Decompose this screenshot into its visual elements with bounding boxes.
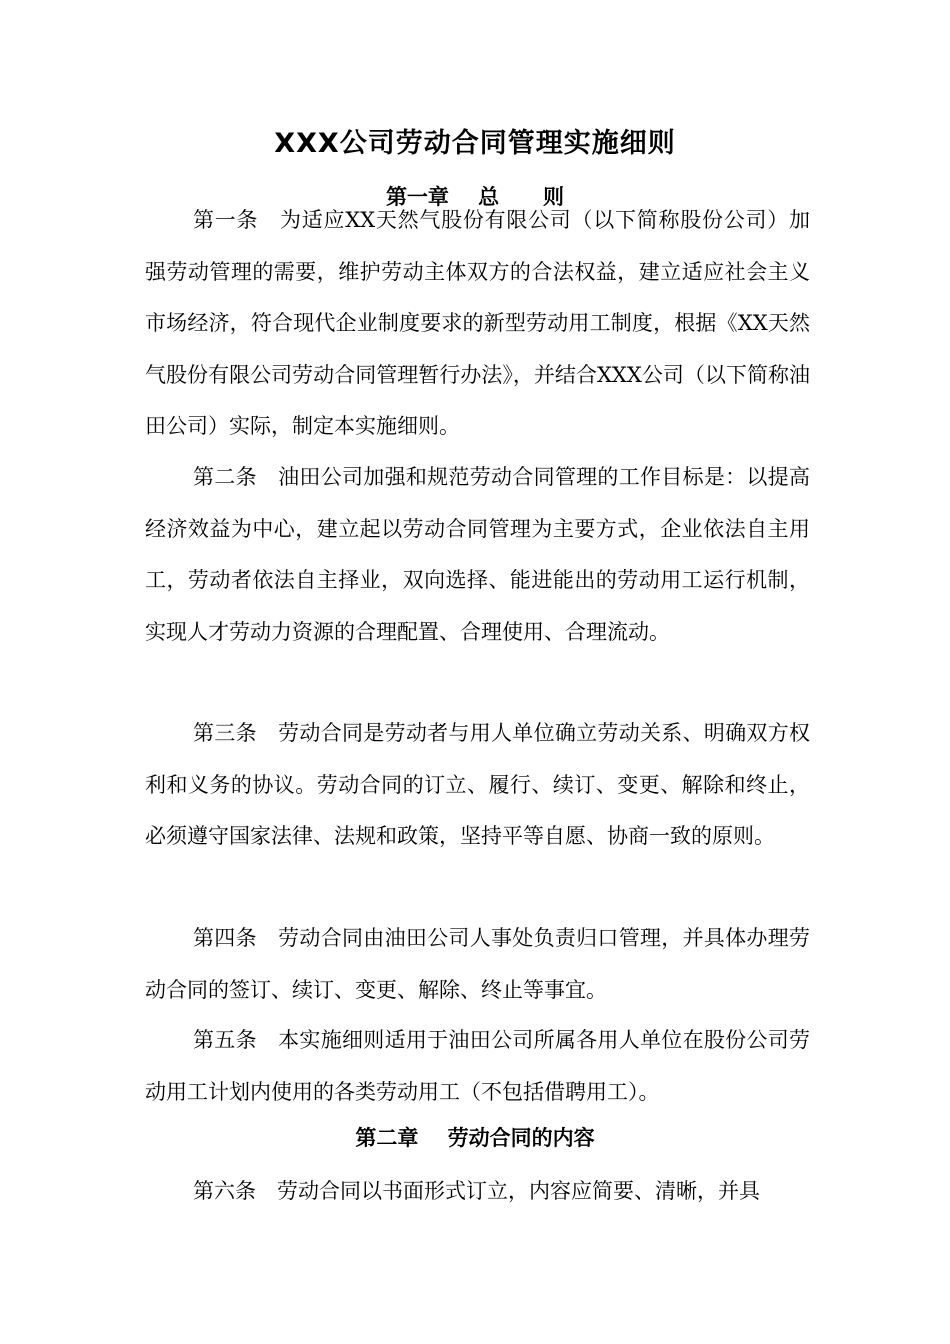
article-1: 第一条 为适应XX天然气股份有限公司（以下简称股份公司）加强劳动管理的需要，维护劳动主体双方的合法权益，建立适应社会主义市场经济，符合现代企业制度要求的新型劳动用工制度，根据《XX天然气股份有限公司劳动合同管理暂行办法》，并结合XXX公司（以下简称油田公司）实际，制定本实施细则。	[145, 208, 810, 438]
article-4: 第四条 劳动合同由油田公司人事处负责归口管理，并具体办理劳动合同的签订、续订、变更、解除、终止等事宜。	[145, 926, 810, 1002]
article-6: 第六条 劳动合同以书面形式订立，内容应简要、清晰，并具	[193, 1179, 760, 1203]
article-2: 第二条 油田公司加强和规范劳动合同管理的工作目标是：以提高经济效益为中心，建立起以劳动合同管理为主要方式，企业依法自主用工，劳动者依法自主择业，双向选择、能进能出的劳动用工运行机制，实现人才劳动力资源的合理配置、合理使用、合理流动。	[145, 465, 810, 644]
document-title: XXX公司劳动合同管理实施细则	[274, 128, 676, 159]
article-5: 第五条 本实施细则适用于油田公司所属各用人单位在股份公司劳动用工计划内使用的各类劳动用工（不包括借聘用工）。	[145, 1028, 810, 1104]
chapter-heading-1: 第一章 总 则	[385, 185, 565, 209]
chapter-heading-2: 第二章 劳动合同的内容	[355, 1126, 595, 1150]
article-3: 第三条 劳动合同是劳动者与用人单位确立劳动关系、明确双方权利和义务的协议。劳动合同的订立、履行、续订、变更、解除和终止，必须遵守国家法律、法规和政策，坚持平等自愿、协商一致的原则。	[145, 721, 810, 848]
